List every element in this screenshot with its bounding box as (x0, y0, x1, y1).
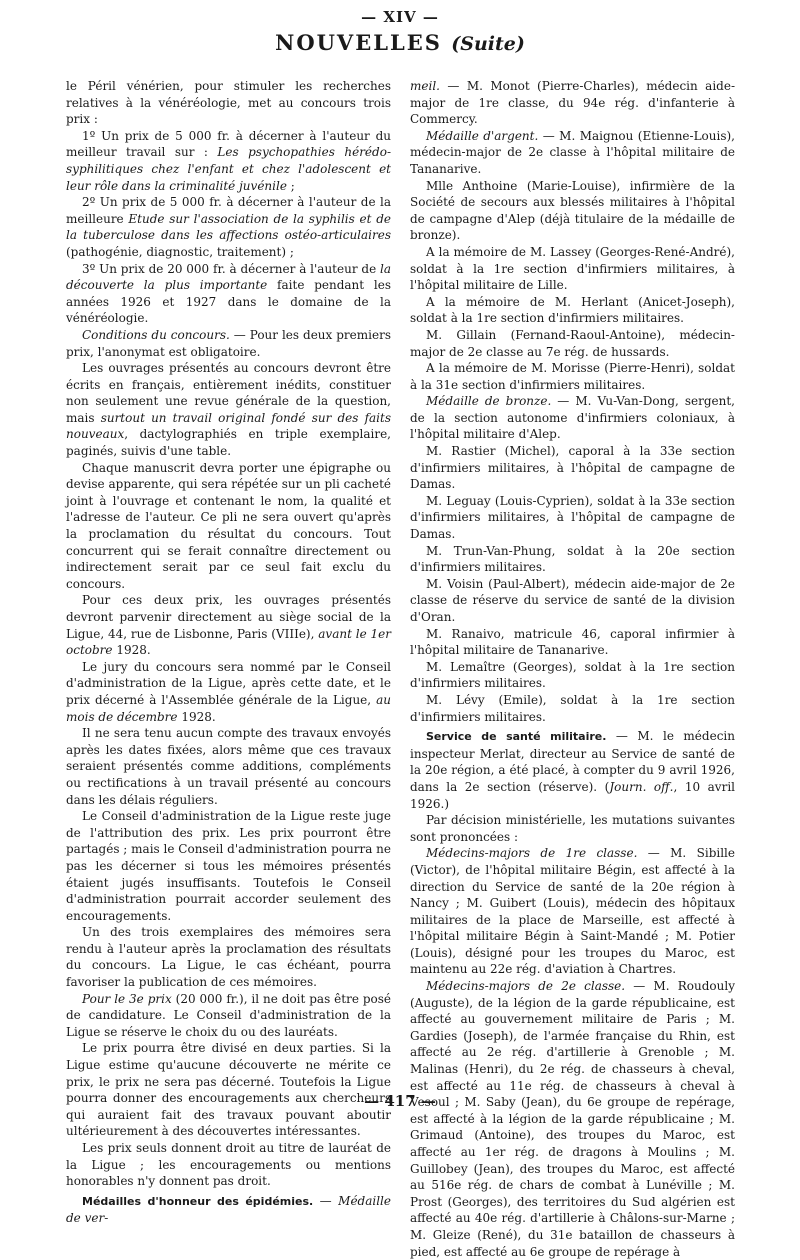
paragraph: A la mémoire de M. Morisse (Pierre-Henri), soldat à la 31e section d'infirmiers militaires. (410, 361, 735, 392)
paragraph: 2º Un prix de 5 000 fr. à décerner à l'auteur de la meilleure Etude sur l'association de la syphilis et de la tuberculose dans les affections ostéo-articulaires (pathogénie, diagnostic, traitement) ; (66, 195, 391, 259)
paragraph: Service de santé militaire. — M. le médecin inspecteur Merlat, directeur au Service de santé de la 20e région, a été placé, à compter du 9 avril 1926, dans la 2e section (réserve). (Journ. off., 10 avril 1926.) (410, 729, 735, 811)
paragraph: 3º Un prix de 20 000 fr. à décerner à l'auteur de la découverte la plus importante faite pendant les années 1926 et 1927 dans le domaine de la vénéréologie. (66, 261, 392, 326)
paragraph: Médaille d'argent. — M. Maignou (Etienne-Louis), médecin-major de 2e classe à l'hôpital militaire de Tananarive. (410, 128, 735, 176)
section-title-text: NOUVELLES (275, 30, 442, 55)
paragraph: A la mémoire de M. Herlant (Anicet-Joseph), soldat à la 1re section d'infirmiers militaires. (410, 294, 735, 326)
paragraph: Pour ces deux prix, les ouvrages présentés devront parvenir directement au siège social de la Ligue, 44, rue de Lisbonne, Paris (VIIIe), avant le 1er octobre 1928. (66, 593, 391, 658)
left-column (66, 78, 391, 1227)
paragraph: Par décision ministérielle, les mutations suivantes sont prononcées : (410, 813, 735, 844)
paragraph: 1º Un prix de 5 000 fr. à décerner à l'auteur du meilleur travail sur : Les psychopathies hérédo-syphilitiques chez l'enfant et chez l'adolescent et leur rôle dans la criminalité juvénile ; (66, 128, 391, 193)
paragraph: Le Conseil d'administration de la Ligue reste juge de l'attribution des prix. Les prix pourront être partagés ; mais le Conseil d'administration pourra ne pas les décerner si tous les mémoires présentés étaient jugés insuffisants. Toutefois le Conseil d'administration pourrait accorder seulement des encouragements. (66, 809, 391, 923)
paragraph: M. Ranaivo, matricule 46, caporal infirmier à l'hôpital militaire de Tananarive. (410, 626, 735, 658)
paragraph: A la mémoire de M. Lassey (Georges-René-André), soldat à la 1re section d'infirmiers militaires, à l'hôpital militaire de Lille. (410, 244, 735, 293)
paragraph: Médecins-majors de 2e classe. — M. Roudouly (Auguste), de la légion de la garde républicaine, est affecté au gouvernement militaire de Paris ; M. Gardies (Joseph), de l'armée française du Rhin, est affecté au 2e rég. d'artillerie à Grenoble ; M. Malinas (Henri), du 2e rég. de chasseurs à cheval, est affecté au 11e rég. de chasseurs à cheval à Vesoul ; M. Saby (Jean), du 6e groupe de repérage, est affecté à la légion de la garde républicaine ; M. Grimaud (Antoine), des troupes du Maroc, est affecté au 1er rég. de dragons à Moulins ; M. Guillobey (Jean), des troupes du Maroc, est affecté au 516e rég. de chars de combat à Lunéville ; M. Prost (Georges), des territoires du Sud algérien est affecté au 40e rég. d'artillerie à Châlons-sur-Marne ; M. Gleize (René), du 31e bataillon de chasseurs à pied, est affecté au 6e groupe de repérage à (410, 979, 735, 1259)
paragraph: M. Lemaître (Georges), soldat à la 1re section d'infirmiers militaires. (410, 659, 735, 691)
section-title (0, 30, 800, 55)
paragraph: M. Lévy (Emile), soldat à la 1re section d'infirmiers militaires. (410, 692, 735, 724)
paragraph: Mlle Anthoine (Marie-Louise), infirmière de la Société de secours aux blessés militaires à l'hôpital de campagne d'Alep (déjà titulaire de la médaille de bronze). (410, 178, 735, 243)
paragraph: Le prix pourra être divisé en deux parties. Si la Ligue estime qu'aucune découverte ne mérite ce prix, le prix ne sera pas décerné. Toutefois la Ligue pourra donner des encouragements aux chercheurs qui auraient fait des travaux pouvant aboutir ultérieurement à des découvertes intéressantes. (66, 1041, 391, 1139)
paragraph: Les prix seuls donnent droit au titre de lauréat de la Ligue ; les encouragements ou mentions honorables n'y donnent pas droit. (66, 1141, 391, 1189)
right-column (410, 78, 735, 1260)
page-number: — 417 — (364, 1092, 436, 1110)
paragraph: M. Rastier (Michel), caporal à la 33e section d'infirmiers militaires, à l'hôpital de campagne de Damas. (410, 444, 735, 492)
paragraph: Conditions du concours. — Pour les deux premiers prix, l'anonymat est obligatoire. (66, 327, 391, 359)
paragraph: le Péril vénérien, pour stimuler les recherches relatives à la vénéréologie, met au concours trois prix : (66, 79, 391, 127)
paragraph: Les ouvrages présentés au concours devront être écrits en français, entièrement inédits, constituer non seulement une revue générale de la question, mais surtout un travail original fondé sur des faits nouveaux, dactylographiés en triple exemplaire, paginés, suivis d'une table. (66, 361, 391, 459)
paragraph: Médailles d'honneur des épidémies. — Médaille de ver- (66, 1193, 391, 1226)
section-title-suite: (Suite) (451, 33, 525, 55)
paragraph: Pour le 3e prix (20 000 fr.), il ne doit pas être posé de candidature. Le Conseil d'administration de la Ligue se réserve le choix du ou des lauréats. (66, 991, 391, 1039)
paragraph: M. Voisin (Paul-Albert), médecin aide-major de 2e classe de réserve du service de santé de la division d'Oran. (410, 576, 735, 624)
paragraph: Médecins-majors de 1re classe. — M. Sibille (Victor), de l'hôpital militaire Bégin, est affecté à la direction du Service de santé de la 20e région à Nancy ; M. Guibert (Louis), médecin des hôpitaux militaires de la place de Marseille, est affecté à l'hôpital militaire Bégin à Saint-Mandé ; M. Potier (Louis), désigné pour les troupes du Maroc, est maintenu au 22e rég. d'aviation à Chartres. (410, 846, 735, 977)
paragraph: M. Gillain (Fernand-Raoul-Antoine), médecin-major de 2e classe au 7e rég. de hussards. (410, 327, 735, 359)
paragraph: Un des trois exemplaires des mémoires sera rendu à l'auteur après la proclamation des résultats du concours. La Ligue, le cas échéant, pourra favoriser la publication de ces mémoires. (66, 925, 391, 990)
paragraph: Chaque manuscrit devra porter une épigraphe ou devise apparente, qui sera répétée sur un pli cacheté joint à l'ouvrage et contenant le nom, la qualité et l'adresse de l'auteur. Ce pli ne sera ouvert qu'après la proclamation du résultat du concours. Tout concurrent qui se ferait connaître directement ou indirectement serait par ce seul fait exclu du concours. (66, 460, 391, 591)
paragraph: Le jury du concours sera nommé par le Conseil d'administration de la Ligue, après cette date, et le prix décerné à l'Assemblée générale de la Ligue, au mois de décembre 1928. (66, 659, 391, 724)
page-roman-numeral: — XIV — (361, 8, 439, 26)
paragraph: Il ne sera tenu aucun compte des travaux envoyés après les dates fixées, alors même que ces travaux seraient présentés comme additions, compléments ou rectifications à un travail présenté au concours dans les délais réguliers. (66, 726, 391, 807)
paragraph: meil. — M. Monot (Pierre-Charles), médecin aide-major de 1re classe, du 94e rég. d'infanterie à Commercy. (410, 79, 735, 127)
paragraph: M. Leguay (Louis-Cyprien), soldat à la 33e section d'infirmiers militaires, à l'hôpital de campagne de Damas. (410, 493, 735, 542)
paragraph: Médaille de bronze. — M. Vu-Van-Dong, sergent, de la section autonome d'infirmiers coloniaux, à l'hôpital militaire d'Alep. (410, 394, 735, 442)
paragraph: M. Trun-Van-Phung, soldat à la 20e section d'infirmiers militaires. (410, 543, 735, 575)
